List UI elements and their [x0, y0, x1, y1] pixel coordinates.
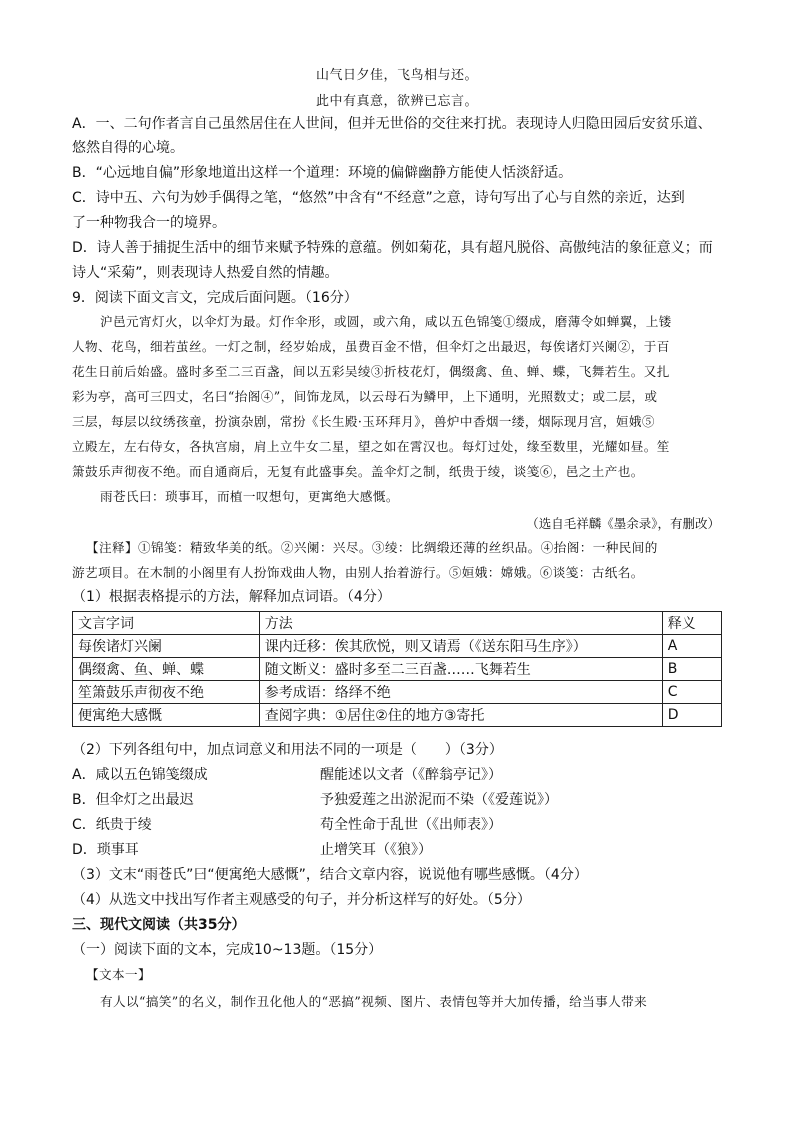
table-row — [73, 681, 722, 704]
table-cell: C — [662, 681, 721, 704]
text1-label: 【文本一】 — [86, 967, 151, 982]
passage-line-7: 箫鼓乐声彻夜不绝。而自通商后，无复有此盛事矣。盖伞灯之制，纸贵于绫，谈笺⑥，邑之土产也。 — [72, 464, 644, 479]
sub2-option-c: C．纸贵于绫 苟全性命于乱世（《出师表》） — [72, 817, 502, 833]
notes-line-2: 游艺项目。在木制的小阁里有人扮饰戏曲人物，由别人抬着游行。⑤姮娥：嫦娥。⑥谈笺：古纸名。 — [72, 565, 644, 580]
passage-line-1: 沪邑元宵灯火，以伞灯为最。灯作伞形，或圆，或六角，咸以五色锦笺①缀成，磨薄令如蝉翼，上镂 — [100, 314, 672, 329]
text1-line-1: 有人以“搞笑”的名义，制作丑化他人的“恶搞”视频、图片、表情包等并大加传播，给当事人带来 — [100, 994, 648, 1009]
table-header-row — [73, 612, 722, 635]
q9-title: 9．阅读下面文言文，完成后面问题。（16分） — [72, 290, 358, 306]
word-method-table — [72, 611, 722, 727]
sub2-option-a: A．咸以五色锦笺缀成 醒能述以文者（《醉翁亭记》） — [72, 767, 502, 783]
q8-option-a: A．一、二句作者言自己虽然居住在人世间，但并无世俗的交往来打扰。表现诗人归隐田园后安贫乐道、 — [72, 116, 712, 132]
q8-option-a-cont: 悠然自得的心境。 — [72, 140, 184, 156]
sub2-option-b: B．但伞灯之出最迟 予独爱莲之出淤泥而不染（《爱莲说》） — [72, 792, 558, 808]
q9-sub2: （2）下列各组句中，加点词意义和用法不同的一项是（ ）（3分） — [72, 742, 503, 758]
passage-line-2: 人物、花鸟，细若茧丝。一灯之制，经岁始成，虽费百金不惜，但伞灯之出最迟，每俟诸灯兴阑②，于百 — [72, 339, 670, 354]
poem-line-1: 山气日夕佳，飞鸟相与还。 — [315, 68, 478, 83]
section3-title: 三、现代文阅读（共35分） — [72, 917, 246, 933]
table-cell: 课内迁移：俟其欣悦，则又请焉（《送东阳马生序》） — [259, 635, 662, 658]
passage-line-4: 彩为亭，高可三四丈，名曰“抬阁④”，间饰龙凤，以云母石为鳞甲，上下通明，光照数丈；或二层，或 — [72, 389, 658, 404]
passage-comment: 雨苍氏曰：琐事耳，而植一叹想句，更寓绝大感慨。 — [100, 489, 399, 504]
sub2-option-d: D．琐事耳 止增笑耳（《狼》） — [72, 842, 432, 858]
table-cell: 每俟诸灯兴阑 — [73, 635, 260, 658]
passage-line-5: 三层，每层以纹绣孩童，扮演杂剧，常扮《长生殿·玉环拜月》，兽炉中香烟一缕，烟际现月宫，姮娥⑤ — [72, 414, 655, 429]
q9-sub3: （3）文末“雨苍氏”曰“便寓绝大感慨”，结合文章内容，说说他有哪些感慨。（4分） — [72, 867, 588, 883]
table-row — [73, 704, 722, 727]
q8-option-d-cont: 诗人“采菊”，则表现诗人热爱自然的情趣。 — [72, 265, 339, 281]
table-cell: 查阅字典：①居住②住的地方③寄托 — [259, 704, 662, 727]
table-cell: D — [662, 704, 721, 727]
table-header: 释义 — [662, 612, 721, 635]
table-cell: A — [662, 635, 721, 658]
table-cell: 随文断义：盛时多至二三百盏……飞舞若生 — [259, 658, 662, 681]
q9-sub1: （1）根据表格提示的方法，解释加点词语。（4分） — [72, 589, 391, 605]
q8-option-c-cont: 了一种物我合一的境界。 — [72, 215, 226, 231]
notes-line-1: 【注释】①锦笺：精致华美的纸。②兴阑：兴尽。③绫：比绸缎还薄的丝织品。④抬阁：一种民间的 — [86, 540, 658, 555]
passage-source: （选自毛祥麟《墨余录》，有删改） — [526, 516, 720, 531]
poem-line-2: 此中有真意，欲辨已忘言。 — [315, 94, 478, 109]
table-cell: B — [662, 658, 721, 681]
table-header: 文言字词 — [73, 612, 260, 635]
q8-option-c: C．诗中五、六句为妙手偶得之笔，“悠然”中含有“不经意”之意，诗句写出了心与自然的亲近，达到 — [72, 190, 685, 206]
q8-option-d: D．诗人善于捕捉生活中的细节来赋予特殊的意蕴。例如菊花，具有超凡脱俗、高傲纯洁的象征意义；而 — [72, 240, 713, 256]
table-cell: 参考成语：络绎不绝 — [259, 681, 662, 704]
table-cell: 笙箫鼓乐声彻夜不绝 — [73, 681, 260, 704]
table-header: 方法 — [259, 612, 662, 635]
passage-line-3: 花生日前后始盛。盛时多至二三百盏，间以五彩吴绫③折枝花灯，偶缀禽、鱼、蝉、蝶，飞舞若生。又扎 — [72, 364, 670, 379]
table-cell: 便寓绝大感慨 — [73, 704, 260, 727]
q9-sub4: （4）从选文中找出写作者主观感受的句子，并分析这样写的好处。（5分） — [72, 892, 531, 908]
passage-line-6: 立殿左，左右侍女，各执宫扇，肩上立牛女二星，望之如在霄汉也。每灯过处，缘至数里，光耀如昼。笙 — [72, 439, 670, 454]
q8-option-b: B．“心远地自偏”形象地道出这样一个道理：环境的偏僻幽静方能使人恬淡舒适。 — [72, 165, 573, 181]
table-row — [73, 635, 722, 658]
section3-part1: （一）阅读下面的文本，完成10~13题。（15分） — [72, 942, 383, 958]
table-row — [73, 658, 722, 681]
table-cell: 偶缀禽、鱼、蝉、蝶 — [73, 658, 260, 681]
